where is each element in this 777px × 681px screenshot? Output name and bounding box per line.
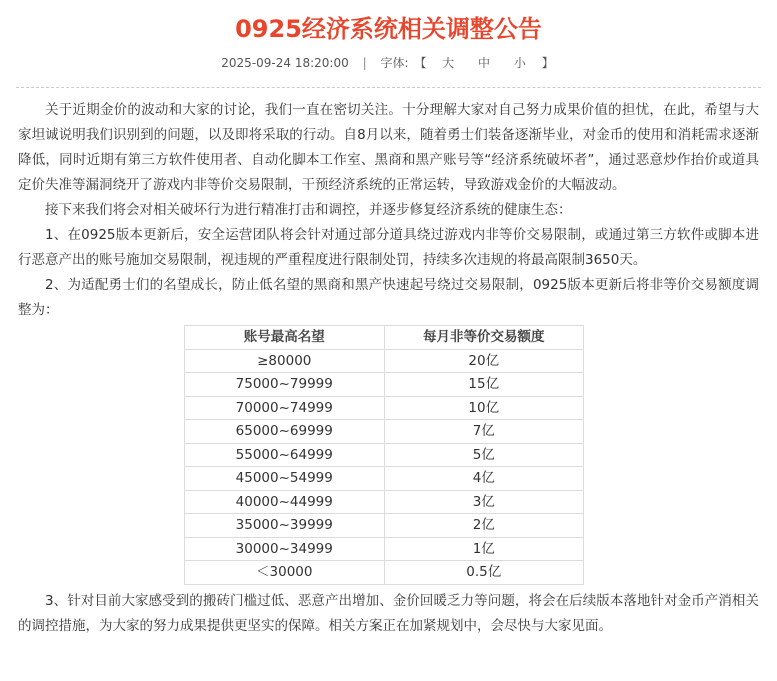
cell-quota: 0.5亿 xyxy=(384,561,584,585)
paragraph-measure-1: 1、在0925版本更新后，安全运营团队将会针对通过部分道具绕过游戏内非等价交易限制，或通过第三方软件或脚本进行恶意产出的账号施加交易限制，视违规的严重程度进行限制处罚，持续多次违规的将最高限制3650天。 xyxy=(18,227,759,268)
cell-quota: 2亿 xyxy=(384,514,584,538)
table-row xyxy=(185,420,584,444)
table-row xyxy=(185,514,584,538)
cell-quota: 7亿 xyxy=(384,420,584,444)
table-header-row xyxy=(185,326,584,350)
trade-limit-table xyxy=(184,325,584,585)
cell-reputation: 30000~34999 xyxy=(185,537,385,561)
header-divider xyxy=(16,87,761,88)
article-title: 0925经济系统相关调整公告 xyxy=(235,15,542,43)
cell-reputation: 45000~54999 xyxy=(185,467,385,491)
cell-reputation: 75000~79999 xyxy=(185,373,385,397)
paragraph-intro: 关于近期金价的波动和大家的讨论，我们一直在密切关注。十分理解大家对自己努力成果价值的担忧，在此，希望与大家坦诚说明我们识别到的问题，以及即将采取的行动。自8月以来，随着勇士们装备逐渐毕业，对金币的使用和消耗需求逐渐降低，同时近期有第三方软件使用者、自动化脚本工作室、黑商和黑产账号等“经济系统破坏者”，通过恶意炒作抬价或道具定价失准等漏洞绕开了游戏内非等价交易限制，干预经济系统的正常运转，导致游戏金价的大幅波动。 xyxy=(18,102,759,193)
cell-quota: 3亿 xyxy=(384,490,584,514)
font-bracket-open: 【 xyxy=(414,56,427,70)
cell-reputation: 70000~74999 xyxy=(185,396,385,420)
font-size-large-button[interactable]: 大 xyxy=(442,56,455,70)
table-row xyxy=(185,467,584,491)
publish-datetime: 2025-09-24 18:20:00 xyxy=(221,56,349,70)
table-row xyxy=(185,561,584,585)
cell-quota: 5亿 xyxy=(384,443,584,467)
article-body xyxy=(18,98,759,639)
table-row xyxy=(185,490,584,514)
font-size-label: 字体: xyxy=(380,56,409,70)
table-row xyxy=(185,396,584,420)
table-row xyxy=(185,373,584,397)
font-size-small-button[interactable]: 小 xyxy=(513,56,526,70)
column-header-trade-quota: 每月非等价交易额度 xyxy=(384,326,584,350)
cell-reputation: 65000~69999 xyxy=(185,420,385,444)
cell-quota: 4亿 xyxy=(384,467,584,491)
article-meta xyxy=(0,54,777,72)
cell-quota: 20亿 xyxy=(384,349,584,373)
cell-quota: 10亿 xyxy=(384,396,584,420)
cell-reputation: 35000~39999 xyxy=(185,514,385,538)
paragraph-plan: 接下来我们将会对相关破坏行为进行精准打击和调控，并逐步修复经济系统的健康生态： xyxy=(45,202,572,218)
trade-limit-table-wrapper xyxy=(18,325,759,585)
cell-quota: 15亿 xyxy=(384,373,584,397)
cell-reputation: ≥80000 xyxy=(185,349,385,373)
cell-reputation: ＜30000 xyxy=(185,561,385,585)
cell-reputation: 40000~44999 xyxy=(185,490,385,514)
font-size-medium-button[interactable]: 中 xyxy=(478,56,491,70)
table-row xyxy=(185,537,584,561)
paragraph-measure-3: 3、针对目前大家感受到的搬砖门槛过低、恶意产出增加、金价回暖乏力等问题，将会在后续版本落地针对金币产消相关的调控措施，为大家的努力成果提供更坚实的保障。相关方案正在加紧规划中，会尽快与大家见面。 xyxy=(18,592,759,634)
meta-separator: | xyxy=(362,56,367,70)
font-bracket-close: 】 xyxy=(541,56,554,70)
cell-reputation: 55000~64999 xyxy=(185,443,385,467)
table-row xyxy=(185,349,584,373)
paragraph-measure-2: 2、为适配勇士们的名望成长，防止低名望的黑商和黑产快速起号绕过交易限制，0925版本更新后将非等价交易额度调整为： xyxy=(18,277,759,318)
table-row xyxy=(185,443,584,467)
cell-quota: 1亿 xyxy=(384,537,584,561)
column-header-reputation: 账号最高名望 xyxy=(185,326,385,350)
